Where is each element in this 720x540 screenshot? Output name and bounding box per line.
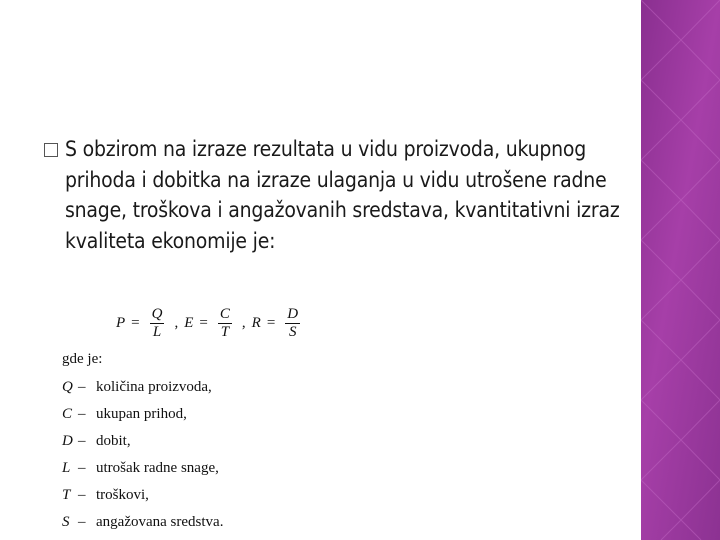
definitions-list <box>62 348 223 536</box>
definition-description: ukupan prihod, <box>96 406 187 422</box>
formula <box>116 302 304 344</box>
formula-eq: = <box>131 314 140 331</box>
definition-description: utrošak radne snage, <box>96 460 219 476</box>
formula-separator: , <box>174 314 179 331</box>
fraction-d-over-s <box>285 306 300 341</box>
formula-r-var: R <box>251 314 261 331</box>
definition-description: dobit, <box>96 433 131 449</box>
definition-dash: – <box>78 379 86 395</box>
fraction-c-over-t <box>218 306 232 341</box>
definition-variable: S <box>62 514 70 530</box>
formula-eq: = <box>266 314 276 331</box>
decorative-side-band <box>641 0 720 540</box>
definition-description: troškovi, <box>96 487 149 503</box>
definition-row <box>62 509 223 536</box>
definition-dash: – <box>78 487 86 503</box>
bullet-box-icon <box>44 143 58 157</box>
definition-description: angažovana sredstva. <box>96 514 224 530</box>
definition-variable: Q <box>62 379 73 395</box>
definitions-title: gde je: <box>62 351 103 367</box>
fraction-numerator: D <box>287 305 299 322</box>
definition-row <box>62 455 223 482</box>
definition-dash: – <box>78 460 86 476</box>
bullet-text: S obzirom na izraze rezultata u vidu proizvoda, ukupnog prihoda i dobitka na izraze ulaganja u vidu utrošene radne snage, troškova i angažovanih sredstava, kvantitativni izraz kvaliteta ekonomije je: <box>65 137 620 253</box>
formula-e-var: E <box>184 314 194 331</box>
definition-row <box>62 401 223 428</box>
definition-description: količina proizvoda, <box>96 379 212 395</box>
definition-variable: L <box>62 460 71 476</box>
formula-p-var: P <box>116 314 126 331</box>
fraction-denominator: S <box>288 323 297 340</box>
formula-separator: , <box>241 314 246 331</box>
fraction-denominator: T <box>220 323 230 340</box>
definition-row <box>62 482 223 509</box>
definition-dash: – <box>78 514 86 530</box>
definition-row <box>62 374 223 401</box>
diamond-pattern <box>641 0 720 540</box>
bullet-paragraph <box>44 134 624 256</box>
definition-row <box>62 428 223 455</box>
fraction-numerator: Q <box>151 305 163 322</box>
fraction-numerator: C <box>219 305 230 322</box>
formula-eq: = <box>199 314 208 331</box>
fraction-q-over-l <box>150 306 165 341</box>
fraction-denominator: L <box>152 323 162 340</box>
definition-dash: – <box>78 406 86 422</box>
definition-dash: – <box>78 433 86 449</box>
definition-variable: C <box>62 406 73 422</box>
definition-variable: D <box>62 433 73 449</box>
definition-variable: T <box>62 487 71 503</box>
